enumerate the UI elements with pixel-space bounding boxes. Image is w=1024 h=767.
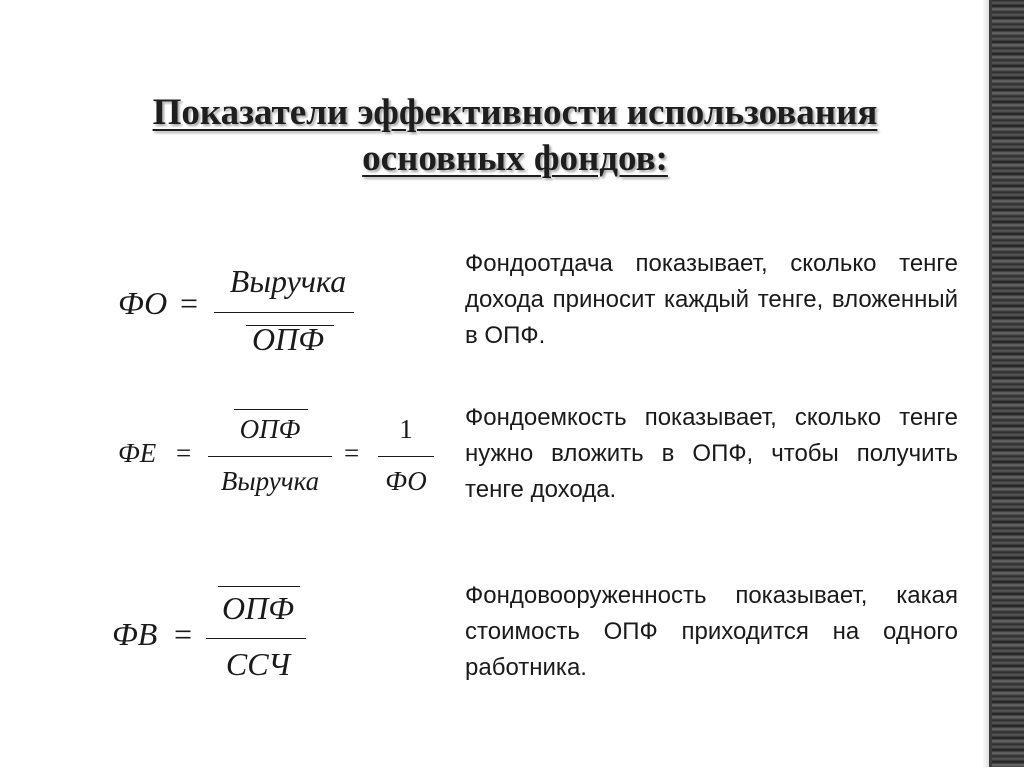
formula-fv-fraction-bar xyxy=(206,638,306,639)
formula-fe xyxy=(118,402,438,512)
formula-fe-denominator-2: ФО xyxy=(385,466,427,496)
formula-fe-lhs: ФЕ xyxy=(118,438,157,468)
formula-fo-equals: = xyxy=(180,285,199,321)
formula-fv xyxy=(112,580,312,690)
formula-fe-fraction-bar-2 xyxy=(378,456,434,457)
formula-fv-overline xyxy=(218,586,300,587)
formula-fo-lhs: ФО xyxy=(118,285,168,321)
formula-fe-numerator-2: 1 xyxy=(399,414,413,444)
formula-fv-numerator: ОПФ xyxy=(222,590,294,626)
formula-fo xyxy=(118,255,378,365)
formula-fe-equals-2: = xyxy=(344,438,360,468)
formula-fe-denominator: Выручка xyxy=(220,466,320,496)
formula-fe-overline xyxy=(234,409,308,410)
formula-fo-denominator: ОПФ xyxy=(252,321,324,357)
formula-fv-lhs: ФВ xyxy=(112,616,158,652)
description-fe: Фондоемкость показывает, сколько тенге нужно вложить в ОПФ, чтобы получить тенге дохода. xyxy=(465,404,958,503)
formula-fe-equals: = xyxy=(176,438,192,468)
slide-title xyxy=(90,90,940,182)
formula-fv-equals: = xyxy=(174,616,193,652)
description-fo: Фондоотдача показывает, сколько тенге дохода приносит каждый тенге, вложенный в ОПФ. xyxy=(465,250,958,349)
description-fv: Фондовооруженность показывает, какая стоимость ОПФ приходится на одного работника. xyxy=(465,582,958,681)
title-line-1: Показатели эффективности использования xyxy=(152,92,878,133)
formula-fo-numerator: Выручка xyxy=(229,263,347,299)
formula-fe-fraction-bar xyxy=(208,456,332,457)
page-edge-decoration xyxy=(989,0,1024,767)
formula-fe-numerator: ОПФ xyxy=(239,414,301,444)
formula-fo-fraction-bar xyxy=(214,312,354,313)
formula-fv-denominator: ССЧ xyxy=(225,646,291,682)
title-line-2: основных фондов: xyxy=(362,138,668,179)
